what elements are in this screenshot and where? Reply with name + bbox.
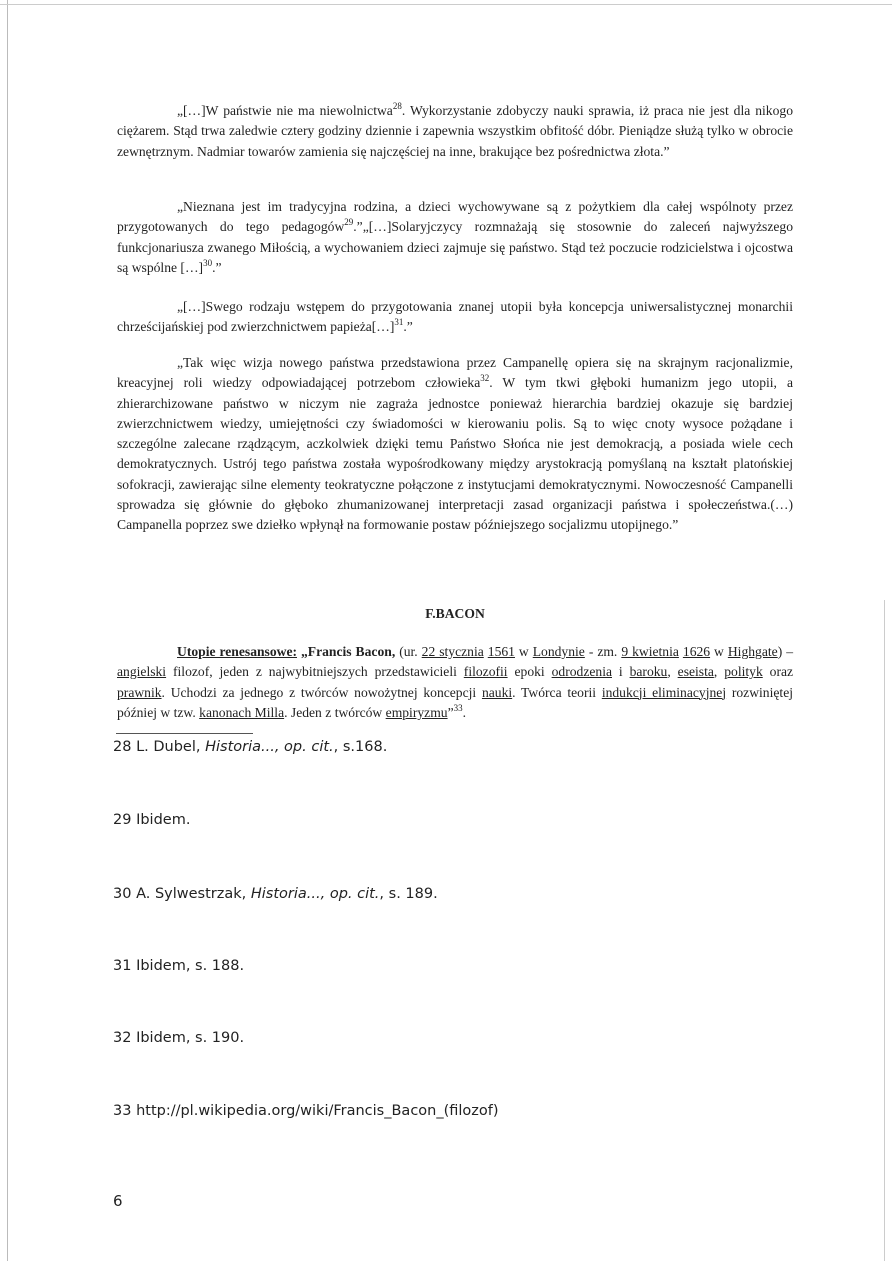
scan-edge xyxy=(0,4,892,5)
footnote-separator xyxy=(116,733,253,734)
link[interactable]: Londynie xyxy=(532,644,585,659)
quote-paragraph: „[…]W państwie nie ma niewolnictwa$^{28}$. Wykorzystanie zdobyczy nauki sprawia, iż praca nie jest dla nikogo ciężarem. Stąd trwa zaledwie cztery godziny dziennie i zapewnia wszystkim obfitość dóbr. Pieniądze służą tylko w obrocie zewnętrznym. Nadmiar towarów zamienia się najczęściej na inne, brakujące bez pośrednictwa złota.” xyxy=(117,101,793,159)
footnote: 28 L. Dubel, Historia..., op. cit., s.168. xyxy=(113,739,388,755)
link[interactable]: Highgate xyxy=(727,644,778,659)
footnote: 29 Ibidem. xyxy=(113,812,191,828)
link[interactable]: kanonach Milla xyxy=(199,704,285,720)
quote-paragraph: „[…]Swego rodzaju wstępem do przygotowania znanej utopii była koncepcja uniwersalistycznej monarchii chrześcijańskiej pod zwierzchnictwem papieża[…]$^{31}$.” xyxy=(117,299,793,335)
footnote-ref[interactable]: 31 xyxy=(394,317,404,328)
link[interactable]: empiryzmu xyxy=(385,704,448,720)
footnote-ref[interactable]: 30 xyxy=(203,257,213,268)
scan-edge xyxy=(7,0,8,1261)
footnote: 32 Ibidem, s. 190. xyxy=(113,1030,245,1046)
page-number: 6 xyxy=(113,1192,123,1210)
footnote: 33 http://pl.wikipedia.org/wiki/Francis_Bacon_(filozof) xyxy=(113,1103,499,1119)
link[interactable]: 22 stycznia xyxy=(421,644,484,659)
link[interactable]: 1626 xyxy=(682,644,711,659)
link[interactable]: polityk xyxy=(724,664,763,680)
link[interactable]: indukcji eliminacyjnej xyxy=(601,684,727,700)
link[interactable]: eseista xyxy=(677,664,714,680)
section-heading: F.BACON xyxy=(425,606,485,621)
link[interactable]: 9 kwietnia xyxy=(621,644,679,659)
footnote-url[interactable]: http://pl.wikipedia.org/wiki/Francis_Bacon_(filozof) xyxy=(136,1103,499,1119)
footnote-ref[interactable]: 32 xyxy=(480,373,490,384)
bacon-paragraph: Utopie renesansowe: „Francis Bacon, (ur. 22 stycznia 1561 w Londynie - zm. 9 kwietnia 1626 w Highgate) – angielski filozof, jeden z najwybitniejszych przedstawicieli filozofii epoki odrodzenia i baroku, eseista, polityk oraz prawnik. Uchodzi za jednego z twórców nowożytnej koncepcji nauki. Twórca teorii indukcji eliminacyjnej rozwiniętej później w tzw. kanonach Milla. Jeden z twórców empiryzmu”$^{33}$. xyxy=(117,644,794,720)
footnote: 30 A. Sylwestrzak, Historia..., op. cit., s. 189. xyxy=(113,886,438,902)
link[interactable]: filozofii xyxy=(463,664,508,680)
scan-edge xyxy=(884,600,885,1261)
link[interactable]: angielski xyxy=(117,664,167,680)
footnote-ref[interactable]: 29 xyxy=(344,217,354,228)
link[interactable]: odrodzenia xyxy=(551,664,612,680)
link[interactable]: 1561 xyxy=(487,644,515,659)
quote-paragraph: „Tak więc wizja nowego państwa przedstawiona przez Campanellę opiera się na skrajnym racjonalizmie, kreacyjnej roli wiedzy odpowiadającej potrzebom człowieka$^{32}$. W tym tkwi głęboki humanizm jego utopii, a zhierarchizowane państwo w niczym nie zagraża jednostce ponieważ hierarchia bardziej okazuje się bardziej zwierzchnictwem wiedzy, umiejętności czy świadomości w kierowaniu polis. Są to więc cnoty wysoce pożądane i szczególne zalecane rządzącym, aczkolwiek dzięki temu Państwo Słońca nie jest demokracją, a posiada wiele cech demokratycznych. Ustrój tego państwa została wypośrodkowany między arystokracją pomyślaną na kształt platońskiej sofokracji, zawierając silne elementy teokratyczne połączone z instytucjami demokratycznymi. Nowoczesność Campanelli sprowadza się głównie do głęboko zhumanizowanej interpretacji zasad organizacji państwa i społeczeństwa.(…) Campanella poprzez swe dziełko wpłynął na formowanie postaw późniejszego socjalizmu utopijnego.” xyxy=(117,355,793,533)
footnote-ref[interactable]: 33 xyxy=(453,702,463,713)
link[interactable]: baroku xyxy=(629,664,668,680)
footnote-ref[interactable]: 28 xyxy=(392,101,402,111)
footnote: 31 Ibidem, s. 188. xyxy=(113,958,245,974)
quote-paragraph: „Nieznana jest im tradycyjna rodzina, a dzieci wychowywane są z pożytkiem dla całej wspólnoty przez przygotowanych do tego pedagogów$^{29}$.”„[…]Solaryjczycy rozmnażają się stosownie do zaleceń najwyższego funkcjonariusza zwanego Miłością, a wychowaniem dzieci zajmuje się państwo. Stąd też poczucie rodzicielstwa i ojcostwa są wspólne […]$^{30}$.” xyxy=(117,199,793,275)
link[interactable]: prawnik xyxy=(117,684,162,700)
link[interactable]: nauki xyxy=(481,684,513,700)
